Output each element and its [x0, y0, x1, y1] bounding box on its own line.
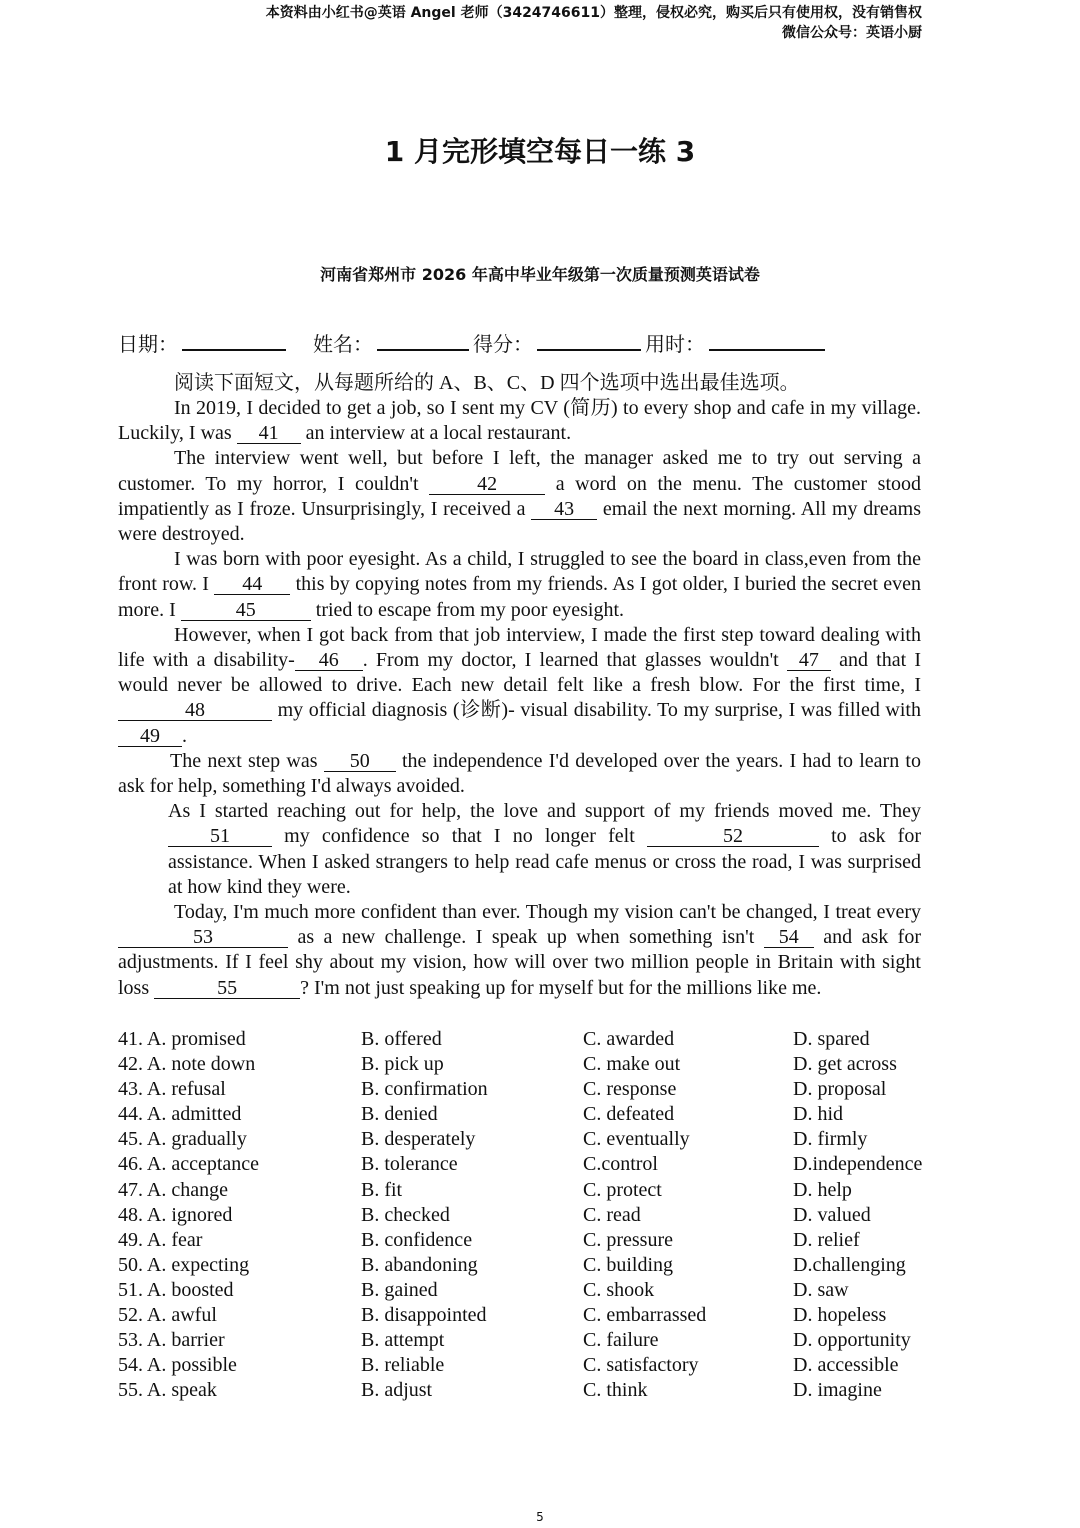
passage-paragraph	[118, 396, 921, 446]
option-c[interactable]: C. defeated	[583, 1103, 675, 1126]
option-b[interactable]: B. adjust	[361, 1379, 433, 1402]
option-a[interactable]: 47. A. change	[118, 1178, 228, 1201]
option-d[interactable]: D. firmly	[793, 1128, 868, 1151]
option-d[interactable]: D. help	[793, 1178, 852, 1201]
option-c[interactable]: C. protect	[583, 1178, 662, 1201]
paragraph-text: I was born with poor eyesight. As a child, I struggled to see the board in class,even from the front row. I	[118, 548, 921, 596]
option-c[interactable]: C.control	[583, 1153, 658, 1176]
blank-47[interactable]: 47	[787, 650, 831, 671]
option-d[interactable]: D.challenging	[793, 1253, 906, 1276]
option-c[interactable]: C. pressure	[583, 1228, 673, 1251]
option-a[interactable]: 51. A. boosted	[118, 1278, 234, 1301]
paragraph-text: tried to escape from my poor eyesight.	[310, 598, 625, 621]
paragraph-text: an interview at a local restaurant.	[300, 422, 572, 445]
option-d[interactable]: D. proposal	[793, 1078, 887, 1101]
option-c[interactable]: C. think	[583, 1379, 648, 1402]
option-c[interactable]: C. eventually	[583, 1128, 690, 1151]
option-b[interactable]: B. gained	[361, 1278, 438, 1301]
cloze-passage	[118, 396, 921, 1001]
option-a[interactable]: 45. A. gradually	[118, 1128, 247, 1151]
score-field[interactable]	[537, 329, 641, 351]
exam-source: 河南省郑州市 2026 年高中毕业年级第一次质量预测英语试卷	[320, 265, 760, 284]
blank-45[interactable]: 45	[181, 600, 311, 621]
option-b[interactable]: B. attempt	[361, 1329, 445, 1352]
option-a[interactable]: 53. A. barrier	[118, 1329, 225, 1352]
option-b[interactable]: B. abandoning	[361, 1253, 478, 1276]
blank-41[interactable]: 41	[237, 423, 301, 444]
blank-55[interactable]: 55	[154, 978, 300, 999]
option-c[interactable]: C. shook	[583, 1278, 655, 1301]
blank-53[interactable]: 53	[118, 927, 288, 948]
option-c[interactable]: C. read	[583, 1203, 641, 1226]
paragraph-text: Today, I'm much more confident than ever. Though my vision can't be changed, I treat every	[174, 901, 921, 924]
option-b[interactable]: B. disappointed	[361, 1304, 487, 1327]
option-c[interactable]: C. response	[583, 1078, 677, 1101]
option-a[interactable]: 52. A. awful	[118, 1304, 217, 1327]
date-label: 日期：	[118, 334, 178, 356]
option-d[interactable]: D. imagine	[793, 1379, 882, 1402]
paragraph-text: to ask for assistance. When I asked strangers to help read cafe menus or cross the road, I was surprised at how kind they were.	[168, 825, 921, 898]
paragraph-text: this by copying notes from my friends. As I got older, I buried the secret even more. I	[118, 573, 921, 621]
option-a[interactable]: 48. A. ignored	[118, 1203, 233, 1226]
date-field[interactable]	[182, 329, 286, 351]
option-a[interactable]: 41. A. promised	[118, 1028, 246, 1050]
option-b[interactable]: B. desperately	[361, 1128, 476, 1151]
paragraph-text: In 2019, I decided to get a job, so I sent my CV (简历) to every shop and cafe in my village. Luckily, I was	[118, 397, 921, 445]
wechat-account: 微信公众号：英语小厨	[782, 25, 922, 41]
blank-54[interactable]: 54	[764, 927, 814, 948]
option-d[interactable]: D.independence	[793, 1153, 923, 1176]
passage-paragraph	[168, 799, 921, 900]
option-b[interactable]: B. reliable	[361, 1354, 445, 1377]
name-label: 姓名：	[313, 334, 373, 356]
blank-46[interactable]: 46	[295, 650, 363, 671]
time-field[interactable]	[709, 329, 825, 351]
passage-paragraph	[118, 623, 921, 749]
option-d[interactable]: D. spared	[793, 1028, 870, 1050]
blank-51[interactable]: 51	[168, 826, 272, 847]
blank-50[interactable]: 50	[324, 751, 396, 772]
paragraph-text: my official diagnosis (诊断)- visual disability. To my surprise, I was filled with	[272, 699, 921, 722]
option-c[interactable]: C. satisfactory	[583, 1354, 699, 1377]
passage-paragraph	[118, 900, 921, 1001]
option-a[interactable]: 49. A. fear	[118, 1228, 203, 1251]
option-a[interactable]: 43. A. refusal	[118, 1078, 226, 1101]
option-d[interactable]: D. saw	[793, 1278, 849, 1301]
paragraph-text: The next step was	[170, 749, 324, 772]
option-c[interactable]: C. embarrassed	[583, 1304, 707, 1327]
paragraph-text: .	[182, 724, 187, 747]
paragraph-text: the independence I'd developed over the years. I had to learn to ask for help, something I'd always avoided.	[118, 749, 921, 798]
blank-49[interactable]: 49	[118, 726, 182, 747]
instructions: 阅读下面短文，从每题所给的 A、B、C、D 四个选项中选出最佳选项。	[174, 372, 800, 394]
option-b[interactable]: B. pick up	[361, 1053, 444, 1076]
option-d[interactable]: D. get across	[793, 1053, 897, 1076]
copyright-notice: 本资料由小红书@英语 Angel 老师（3424746611）整理，侵权必究，购买后只有使用权，没有销售权	[265, 5, 922, 21]
score-label: 得分：	[473, 334, 533, 356]
page-number: 5	[536, 1510, 544, 1524]
blank-44[interactable]: 44	[214, 574, 290, 595]
option-a[interactable]: 46. A. acceptance	[118, 1153, 260, 1176]
option-b[interactable]: B. tolerance	[361, 1153, 458, 1176]
option-c[interactable]: C. awarded	[583, 1028, 675, 1050]
option-b[interactable]: B. confidence	[361, 1228, 473, 1251]
option-b[interactable]: B. denied	[361, 1103, 438, 1126]
student-info-line	[118, 328, 829, 357]
paragraph-text: and that I would never be allowed to drive. Each new detail felt like a fresh blow. For the first time, I	[118, 649, 922, 697]
option-a[interactable]: 55. A. speak	[118, 1379, 217, 1402]
paragraph-text: However, when I got back from that job interview, I made the first step toward dealing with life with a disability-	[118, 623, 921, 672]
option-a[interactable]: 42. A. note down	[118, 1053, 256, 1076]
name-field[interactable]	[377, 329, 469, 351]
option-d[interactable]: D. valued	[793, 1203, 871, 1226]
passage-paragraph	[118, 446, 921, 547]
option-c[interactable]: C. failure	[583, 1329, 659, 1352]
option-d[interactable]: D. accessible	[793, 1354, 899, 1377]
paragraph-text: my confidence so that I no longer felt	[272, 825, 647, 848]
passage-paragraph	[118, 749, 921, 799]
option-d[interactable]: D. hopeless	[793, 1304, 887, 1327]
blank-42[interactable]: 42	[429, 474, 545, 495]
paragraph-text: ? I'm not just speaking up for myself but for the millions like me.	[300, 976, 822, 999]
option-c[interactable]: C. building	[583, 1253, 674, 1276]
paragraph-text: as a new challenge. I speak up when something isn't	[288, 926, 764, 949]
option-d[interactable]: D. hid	[793, 1103, 843, 1126]
paragraph-text: As I started reaching out for help, the love and support of my friends moved me. They	[168, 800, 921, 823]
option-a[interactable]: 50. A. expecting	[118, 1253, 250, 1276]
paragraph-text: a word on the menu. The customer stood impatiently as I froze. Unsurprisingly, I received a	[118, 472, 922, 520]
option-b[interactable]: B. checked	[361, 1203, 450, 1226]
paragraph-text: email the next morning. All my dreams were destroyed.	[118, 497, 922, 546]
paragraph-text: . From my doctor, I learned that glasses wouldn't	[362, 649, 787, 672]
paragraph-text: The interview went well, but before I left, the manager asked me to try out serving a customer. To my horror, I couldn't	[118, 447, 921, 495]
paragraph-text: and ask for adjustments. If I feel shy about my vision, how will over two million people in Britain with sight loss	[118, 926, 922, 999]
blank-52[interactable]: 52	[647, 826, 819, 847]
option-d[interactable]: D. relief	[793, 1228, 860, 1251]
option-a[interactable]: 44. A. admitted	[118, 1103, 242, 1126]
option-c[interactable]: C. make out	[583, 1053, 681, 1076]
blank-43[interactable]: 43	[531, 499, 597, 520]
passage-paragraph	[118, 547, 921, 623]
option-b[interactable]: B. confirmation	[361, 1078, 488, 1101]
time-label: 用时：	[645, 334, 705, 356]
page-title: 1 月完形填空每日一练 3	[384, 135, 696, 168]
option-d[interactable]: D. opportunity	[793, 1329, 911, 1352]
option-b[interactable]: B. fit	[361, 1178, 403, 1201]
blank-48[interactable]: 48	[118, 700, 272, 721]
option-a[interactable]: 54. A. possible	[118, 1354, 237, 1377]
option-b[interactable]: B. offered	[361, 1028, 442, 1050]
